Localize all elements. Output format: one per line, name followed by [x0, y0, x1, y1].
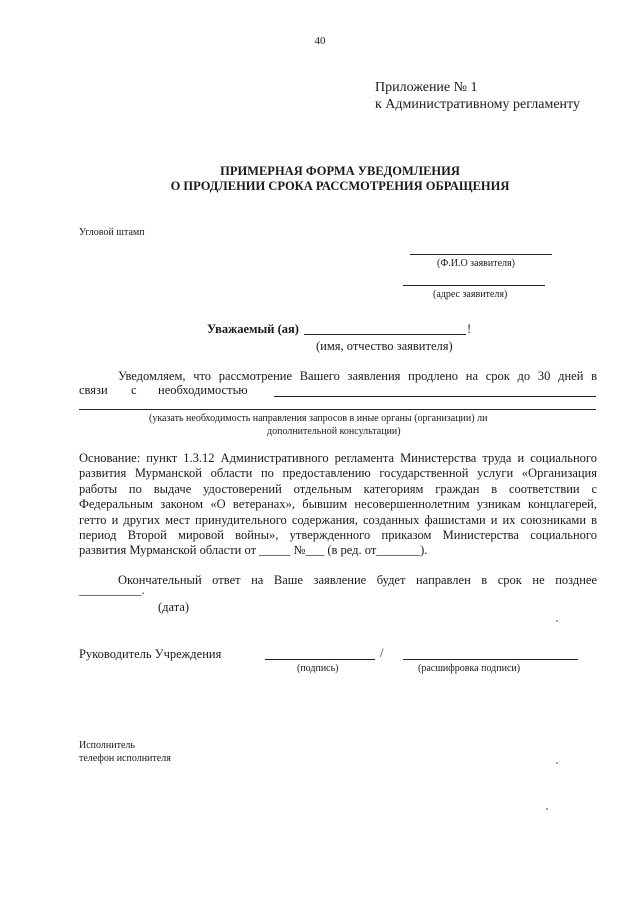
corner-stamp-label: Угловой штамп	[79, 227, 145, 238]
final-answer-line1: Окончательный ответ на Ваше заявление будет направлен в срок не позднее	[118, 573, 597, 587]
greeting-caption: (имя, отчество заявителя)	[316, 339, 453, 353]
necessity-caption-line2: дополнительной консультации)	[267, 426, 401, 437]
signature-decoding-line	[403, 659, 578, 660]
signature-line	[265, 659, 375, 660]
notice-line2-word2: с	[131, 383, 137, 397]
basis-line: период Второй мировой войны», утвержденного приказом Министерства социального	[79, 528, 597, 542]
appendix-subtitle: к Административному регламенту	[375, 97, 580, 112]
greeting-exclamation: !	[467, 322, 472, 336]
necessity-line-2	[79, 409, 596, 410]
signature-caption: (подпись)	[297, 663, 339, 674]
form-title-line2: О ПРОДЛЕНИИ СРОКА РАССМОТРЕНИЯ ОБРАЩЕНИЯ	[170, 179, 510, 193]
basis-line: гетто и других мест принудительного содержания, созданных фашистами и их союзниками в	[79, 513, 597, 527]
applicant-address-line	[403, 285, 545, 286]
necessity-caption-line1: (указать необходимость направления запросов в иные органы (организации) ли	[149, 413, 488, 424]
necessity-line-1	[274, 396, 596, 397]
basis-line: Основание: пункт 1.3.12 Административного регламента Министерства труда и социального	[79, 451, 597, 465]
appendix-title: Приложение № 1	[375, 80, 478, 95]
basis-line: работы по выдаче удостоверений отдельным категориям граждан в соответствии с	[79, 482, 597, 496]
head-of-institution-label: Руководитель Учреждения	[79, 647, 222, 661]
executor-phone-label: телефон исполнителя	[79, 753, 171, 764]
basis-line: развития Мурманской области по предоставлению государственной услуги «Организация	[79, 466, 597, 480]
scan-speck	[556, 620, 558, 622]
applicant-fio-line	[410, 254, 552, 255]
basis-last-line: развития Мурманской области от _____ №___ (в ред. от_______).	[79, 543, 428, 557]
greeting-label: Уважаемый (ая)	[207, 322, 299, 336]
page-number: 40	[314, 35, 326, 47]
signature-decoding-caption: (расшифровка подписи)	[418, 663, 521, 674]
greeting-name-line	[304, 334, 466, 335]
applicant-fio-caption: (Ф.И.О заявителя)	[437, 258, 515, 269]
signature-slash: /	[380, 646, 384, 660]
final-answer-date-caption: (дата)	[158, 600, 190, 614]
scan-speck	[546, 808, 548, 810]
notice-line2-word1: связи	[79, 383, 108, 397]
scan-speck	[556, 762, 558, 764]
final-answer-date-blank: __________.	[79, 583, 145, 597]
notice-line2-word3: необходимостью	[158, 383, 248, 397]
executor-label: Исполнитель	[79, 740, 135, 751]
basis-line: Федеральным законом «О ветеранах», бывшим несовершеннолетним узникам концлагерей,	[79, 497, 597, 511]
form-title-line1: ПРИМЕРНАЯ ФОРМА УВЕДОМЛЕНИЯ	[220, 164, 460, 178]
notice-line1: Уведомляем, что рассмотрение Вашего заявления продлено на срок до 30 дней в	[118, 369, 597, 383]
applicant-address-caption: (адрес заявителя)	[433, 289, 508, 300]
